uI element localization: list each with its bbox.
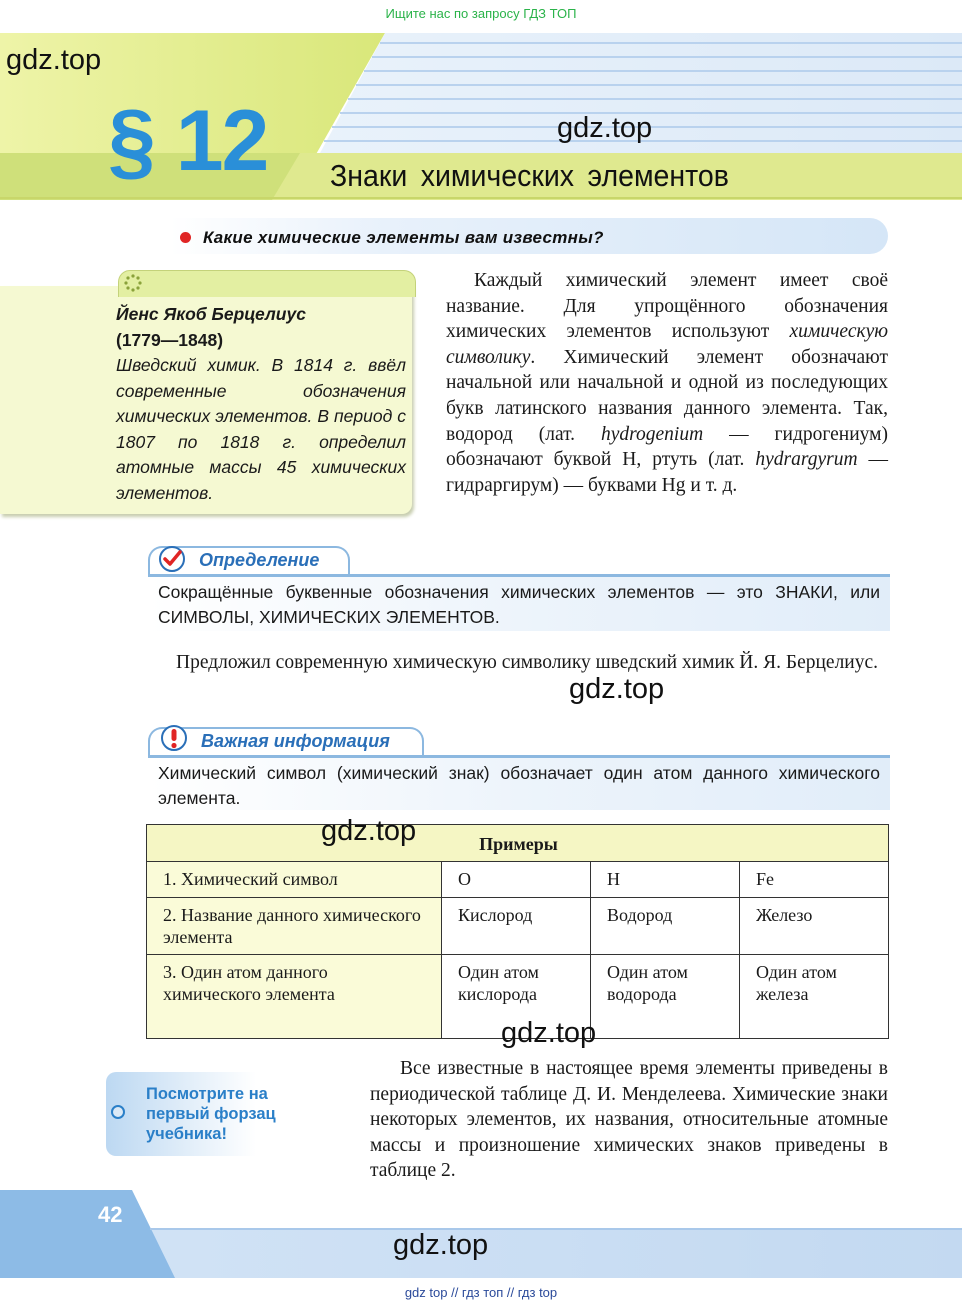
table-cell: Один атом кислорода [441, 955, 590, 1039]
table-cell: Один атом железа [739, 955, 888, 1039]
row-label: 3. Один атом данного химического элемента [147, 955, 442, 1039]
page-number: 42 [98, 1202, 123, 1227]
paragraph-number: § 12 [108, 93, 268, 189]
top-search-hint[interactable]: Ищите нас по запросу ГДЗ ТОП [385, 6, 577, 21]
biography-tab [118, 270, 416, 297]
row-label: 2. Название данного химического элемента [147, 898, 442, 955]
main-paragraph [446, 268, 888, 498]
atom-dots-icon [124, 274, 142, 292]
table-cell: Железо [739, 898, 888, 955]
row-label: 1. Химический символ [147, 862, 442, 898]
table-cell: Водород [590, 898, 739, 955]
note-text: Посмотрите на первый форзац учебника! [146, 1085, 276, 1143]
table-cell: H [590, 862, 739, 898]
watermark: gdz.top [393, 1229, 489, 1261]
table-cell: Один атом водорода [590, 955, 739, 1039]
bottom-links[interactable]: gdz top // гдз топ // гдз top [404, 1285, 558, 1300]
watermark: gdz.top [321, 815, 417, 847]
term-chemical-symbolism: химическую символику [446, 321, 888, 368]
question-text: Какие химические элементы вам известны? [203, 228, 604, 247]
bio-years: (1779—1848) [116, 329, 224, 350]
definition-label: Определение [199, 550, 320, 570]
table-header-row [147, 825, 889, 862]
text-run: . Химический элемент обозначают начальной или начальной и одной из последующих букв латинского названия данного элемента. Так, водород (лат. [446, 346, 888, 445]
bio-description: Шведский химик. В 1814 г. ввёл современные обозначения химических элементов. В период с 1807 по 1818 г. определил атомные массы 45 химических элементов. [116, 355, 406, 503]
definition-text: Сокращённые буквенные обозначения химических элементов — это ЗНАКИ, или СИМВОЛЫ, ХИМИЧЕСКИХ ЭЛЕМЕНТОВ. [158, 582, 880, 627]
paragraph-periodic-table [370, 1056, 888, 1184]
eye-icon [111, 1105, 125, 1119]
table-cell: Кислород [441, 898, 590, 955]
latin-hydrogenium: hydrogenium [600, 423, 704, 445]
bullet-dot-icon [180, 232, 191, 243]
text-run: — гидрогениум) обозначают буквой H, ртуть (лат. [446, 423, 888, 471]
table-row [147, 862, 889, 898]
table-row [147, 898, 889, 955]
watermark: gdz.top [557, 112, 653, 144]
table-header: Примеры [147, 825, 889, 862]
watermark: gdz.top [569, 673, 665, 705]
examples-table [146, 824, 889, 1039]
important-label: Важная информация [201, 731, 390, 751]
exclamation-icon [158, 722, 190, 754]
checkmark-icon [156, 544, 188, 574]
latin-hydrargyrum: hydrargyrum [755, 449, 858, 471]
text-run: — гидраргирум) — буквами Hg и т. д. [446, 449, 889, 496]
watermark: gdz.top [6, 44, 102, 76]
important-text: Химический символ (химический знак) обозначает один атом данного химического элемента. [158, 763, 880, 808]
biography-text [116, 302, 406, 506]
paragraph-berzelius [146, 650, 890, 676]
text-run: Каждый химический элемент имеет своё название. Для упрощённого обозначения химических элементов используют [446, 270, 888, 343]
table-cell: O [441, 862, 590, 898]
table-cell: Fe [739, 862, 888, 898]
bio-name: Йенс Якоб Берцелиус [116, 304, 306, 324]
watermark: gdz.top [501, 1017, 597, 1049]
page-title: Знаки химических элементов [330, 158, 729, 193]
paragraph-text: Все известные в настоящее время элементы приведены в периодической таблице Д. И. Менделеева. Химические знаки некоторых элементов, их названия, относительные атомные массы и произношение химических знаков приведены в таблице 2. [370, 1058, 888, 1182]
paragraph-text: Предложил современную химическую символику шведский химик Й. Я. Берцелиус. [176, 652, 879, 673]
